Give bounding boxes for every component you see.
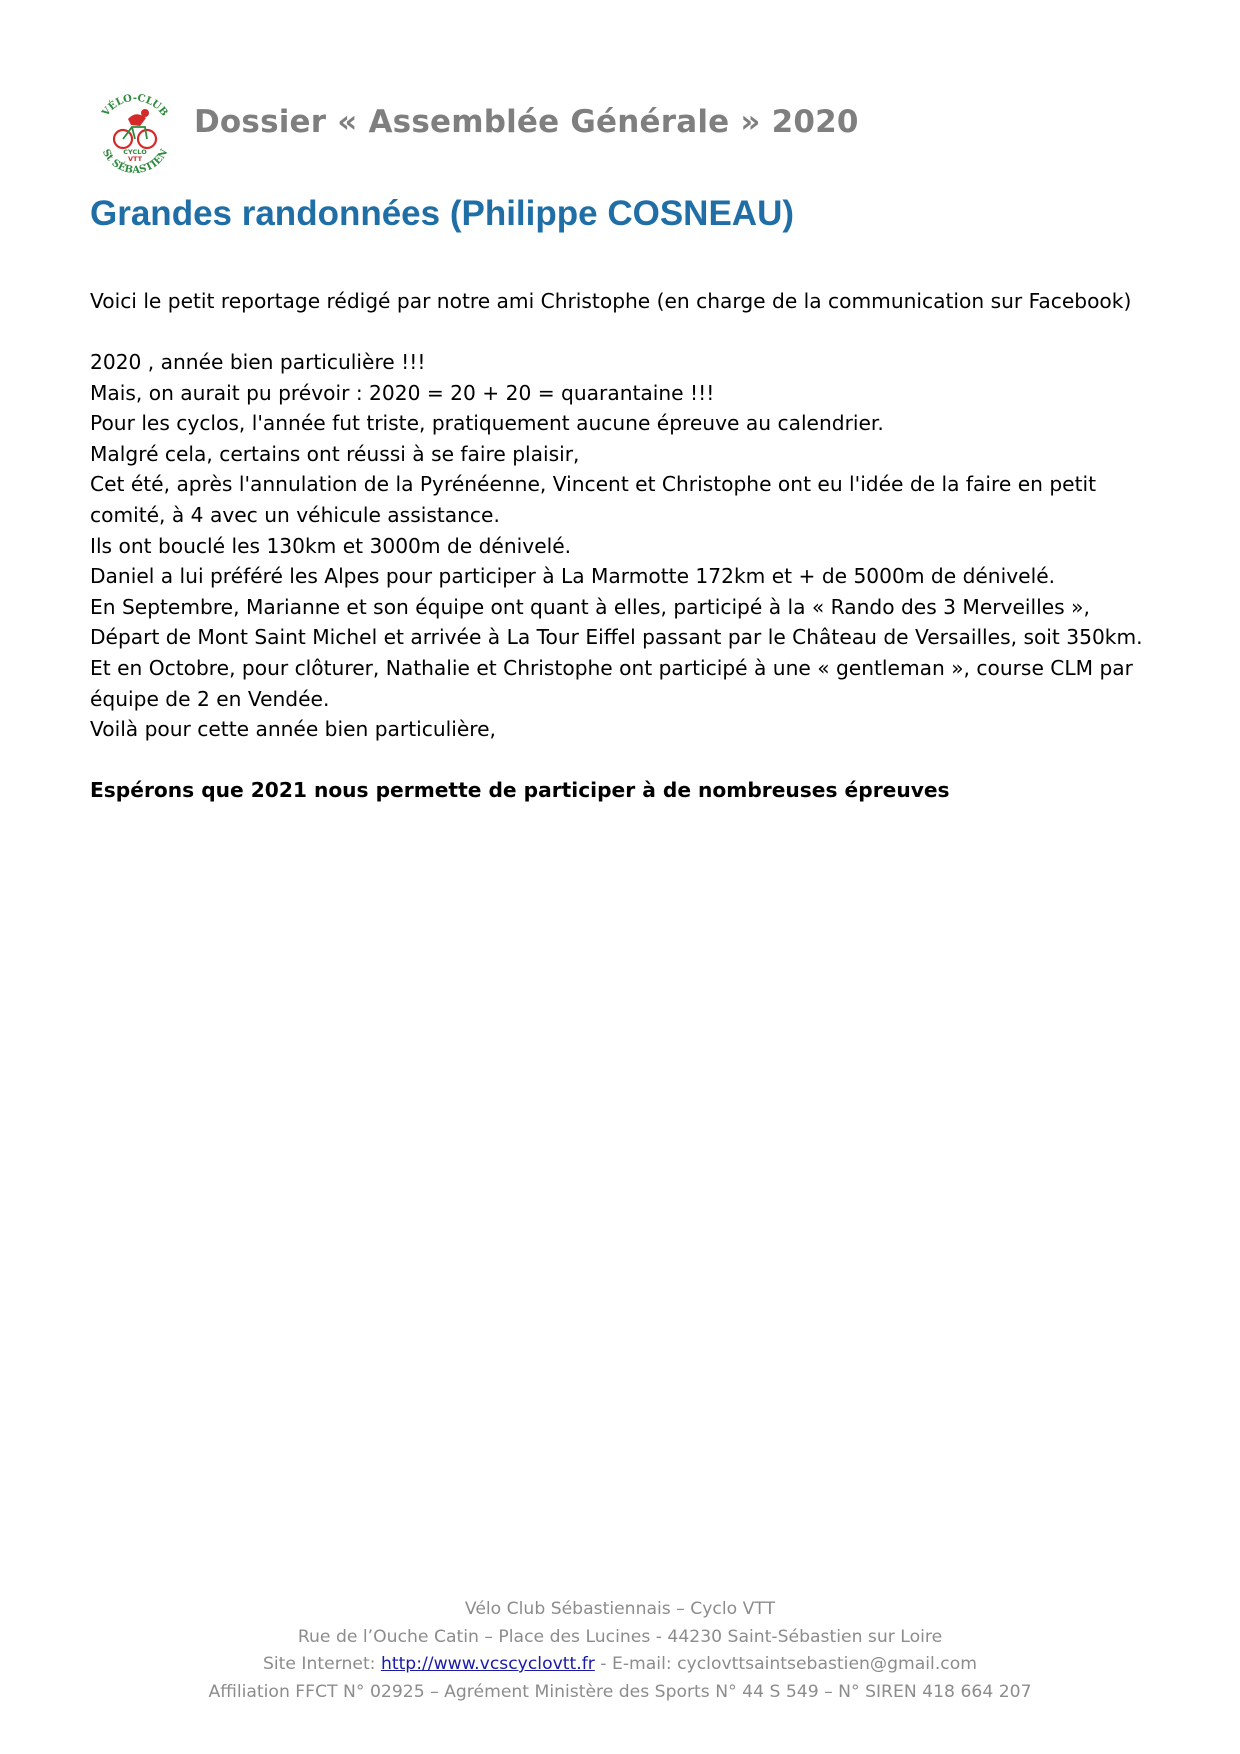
report-line: équipe de 2 en Vendée. [90, 686, 330, 711]
report-line: En Septembre, Marianne et son équipe ont quant à elles, participé à la « Rando des 3 Merveilles », [90, 594, 1090, 619]
website-link[interactable]: http://www.vcscyclovtt.fr [380, 1654, 595, 1674]
report-line: Voilà pour cette année bien particulière, [90, 717, 496, 742]
report-line: Daniel a lui préféré les Alpes pour participer à La Marmotte 172km et + de 5000m de dénivelé. [90, 564, 1056, 589]
report-line: comité, à 4 avec un véhicule assistance. [90, 502, 500, 527]
logo-text-vtt: VTT [127, 155, 143, 163]
club-logo [90, 88, 180, 178]
footer-contact [0, 1651, 1240, 1679]
report-line: Et en Octobre, pour clôturer, Nathalie et Christophe ont participé à une « gentleman », course CLM par [90, 655, 1133, 680]
report-line: Ils ont bouclé les 130km et 3000m de dénivelé. [90, 533, 572, 558]
footer-affiliation: Affiliation FFCT N° 02925 – Agrément Ministère des Sports N° 44 S 549 – N° SIREN 418 664 207 [208, 1681, 1032, 1702]
footer-club-name: Vélo Club Sébastiennais – Cyclo VTT [464, 1599, 776, 1619]
logo-text-cyclo: CYCLO [123, 148, 147, 156]
footer-website-label: Site Internet: [262, 1654, 381, 1674]
report-line: Cet été, après l'annulation de la Pyrénéenne, Vincent et Christophe ont eu l'idée de la faire en petit [90, 472, 1097, 497]
footer-address: Rue de l’Ouche Catin – Place des Lucines - 44230 Saint-Sébastien sur Loire [297, 1626, 943, 1647]
report-line: 2020 , année bien particulière !!! [90, 350, 426, 374]
page-footer [0, 1596, 1240, 1706]
report-line: Pour les cyclos, l'année fut triste, pratiquement aucune épreuve au calendrier. [90, 411, 884, 436]
logo-text-bottom: St SÉBASTIEN [99, 147, 171, 177]
page-header [90, 88, 859, 178]
footer-email: - E-mail: cyclovttsaintsebastien@gmail.com [594, 1654, 978, 1674]
closing-statement: Espérons que 2021 nous permette de participer à de nombreuses épreuves [90, 778, 950, 802]
report-line: Mais, on aurait pu prévoir : 2020 = 20 + 20 = quarantaine !!! [90, 380, 715, 405]
report-line: Malgré cela, certains ont réussi à se faire plaisir, [90, 441, 580, 466]
dossier-title: Dossier « Assemblée Générale » 2020 [194, 104, 859, 140]
intro-paragraph: Voici le petit reportage rédigé par notre ami Christophe (en charge de la communication sur Facebook) [90, 289, 1132, 313]
section-title: Grandes randonnées (Philippe COSNEAU) [90, 194, 794, 233]
report-lines [90, 347, 1170, 745]
report-line: Départ de Mont Saint Michel et arrivée à La Tour Eiffel passant par le Château de Versailles, soit 350km. [90, 625, 1143, 650]
logo-text-top: VÉLO-CLUB [100, 92, 170, 119]
